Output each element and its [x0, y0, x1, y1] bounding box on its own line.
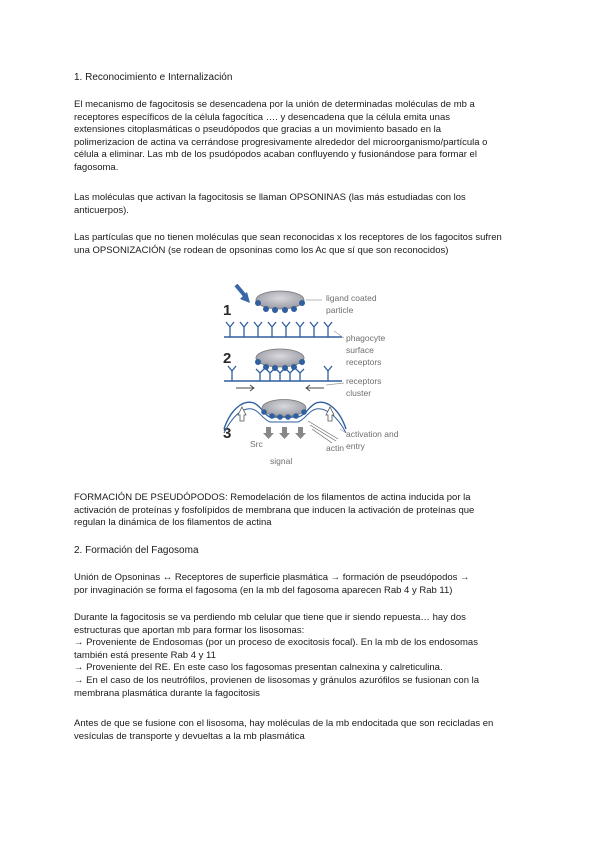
text-line: Durante la fagocitosis se va perdiendo mb celular que tiene que ir siendo repuesta… hay dos	[74, 612, 466, 623]
receptors-row-1	[226, 322, 332, 337]
label-actin: actin	[326, 443, 344, 453]
text-line: por invaginación se forma el fagosoma (en la mb del fagosoma aparecen Rab 4 y Rab 11)	[74, 584, 453, 596]
label-cluster-line2: cluster	[346, 388, 372, 398]
label-activation-line1: activation and	[346, 429, 399, 439]
phagocytosis-diagram	[222, 283, 422, 467]
label-ligand-line2: particle	[326, 305, 354, 315]
section-2-title: 2. Formación del Fagosoma	[74, 545, 199, 556]
section-2-paragraph-1	[74, 572, 534, 597]
label-ligand-line1: ligand coated	[326, 293, 377, 303]
text-line: regulan la dinámica de los filamentos de actina	[74, 517, 272, 529]
label-phagocyte-line3: receptors	[346, 357, 382, 367]
label-signal: signal	[270, 456, 293, 466]
signal-arrows	[263, 427, 306, 439]
label-activation-line2: entry	[346, 441, 365, 451]
text-line: El mecanismo de fagocitosis se desencadena por la unión de determinadas moléculas de mb a	[74, 99, 475, 110]
section-2-paragraph-2	[74, 612, 534, 700]
label-src: Src	[250, 439, 263, 449]
text-line: Unión de Opsoninas ↔ Receptores de superficie plasmática → formación de pseudópodos →	[74, 572, 470, 583]
text-line: Antes de que se fusione con el lisosoma, hay moléculas de la mb endocitada que son recicladas en	[74, 718, 494, 729]
section-1-paragraph-3	[74, 232, 534, 257]
text-line: Las moléculas que activan la fagocitosis se llaman OPSONINAS (las más estudiadas con los	[74, 192, 466, 203]
text-line: polimerizacion de actina va cerrándose progresivamente alrededor del microorganismo/partícula o	[74, 136, 488, 148]
section-2-paragraph-3	[74, 718, 534, 743]
text-line: célula a eliminar. Las mb de los psudópodos acaban confluyendo y fusionándose para formar el	[74, 149, 477, 161]
text-line: → Proveniente de Endosomas (por un proceso de exocitosis focal). En la mb de los endosomas	[74, 637, 478, 649]
label-phagocyte-line1: phagocyte	[346, 333, 386, 343]
label-cluster-line1: receptors	[346, 376, 382, 386]
text-line: → En el caso de los neutrófilos, provienen de lisosomas y gránulos azurófilos se fusionan con la	[74, 674, 480, 686]
text-line: anticuerpos).	[74, 204, 129, 216]
section-1-paragraph-2	[74, 192, 534, 217]
text-line: FORMACIÓN DE PSEUDÓPODOS: Remodelación de los filamentos de actina inducida por la	[74, 492, 471, 503]
phagocytosis-diagram-svg	[222, 283, 422, 467]
step-3-number: 3	[223, 425, 232, 442]
text-line: Las partículas que no tienen moléculas que sean reconocidas x los receptores de los fagocitos sufren	[74, 232, 502, 243]
step-1-number: 1	[223, 302, 232, 319]
cluster-arrows	[236, 385, 324, 391]
text-line: extensiones citoplasmáticas o pseudópodos que gracias a un movimiento basado en la	[74, 124, 442, 136]
step-2-number: 2	[223, 350, 232, 367]
section-1-title: 1. Reconocimiento e Internalización	[74, 72, 233, 83]
particle-3	[262, 400, 306, 417]
text-line: → Proveniente del RE. En este caso los fagosomas presentan calnexina y calreticulina.	[74, 662, 443, 674]
pseudopodos-paragraph	[74, 492, 534, 530]
section-1-paragraph-1	[74, 99, 534, 175]
text-line: activación de proteínas y fosfolípidos de membrana que inducen la activación de proteínas que	[74, 504, 475, 516]
text-line: membrana plasmática durante la fagocitosis	[74, 687, 260, 699]
particle-1	[256, 291, 304, 309]
text-line: estructuras que aportan mb para formar los lisosomas:	[74, 624, 305, 636]
text-line: fagosoma.	[74, 161, 119, 173]
text-line: receptores específicos de la célula fagocítica …. y desencadena que la célula emita unas	[74, 111, 451, 123]
text-line: también está presente Rab 4 y 11	[74, 649, 216, 661]
receptors-row-2	[228, 366, 332, 381]
text-line: una OPSONIZACIÓN (se rodean de opsoninas como los Ac que sí que son reconocidos)	[74, 244, 449, 256]
particle-2	[256, 349, 304, 367]
text-line: vesículas de transporte y devueltas a la mb plasmática	[74, 730, 305, 742]
label-phagocyte-line2: surface	[346, 345, 374, 355]
